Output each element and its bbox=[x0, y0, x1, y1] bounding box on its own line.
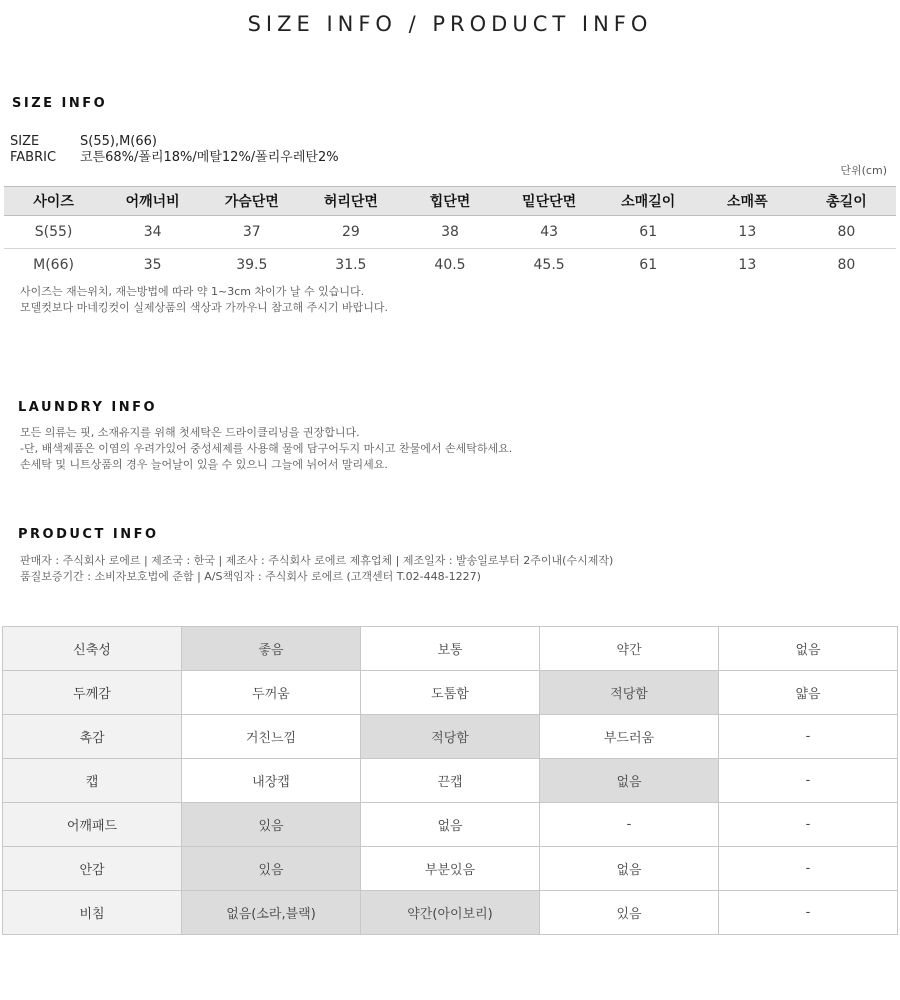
attribute-option: 얇음 bbox=[719, 671, 898, 715]
attribute-option: 부분있음 bbox=[361, 847, 540, 891]
fabric-label: FABRIC bbox=[10, 150, 57, 165]
attribute-label: 촉감 bbox=[3, 715, 182, 759]
header-hem: 밑단단면 bbox=[500, 187, 599, 216]
attribute-option: 거친느낌 bbox=[182, 715, 361, 759]
attribute-option: 없음 bbox=[361, 803, 540, 847]
attribute-option: 보통 bbox=[361, 627, 540, 671]
size-table-header-row bbox=[4, 187, 896, 216]
attribute-option: 없음 bbox=[540, 847, 719, 891]
cell-hem: 45.5 bbox=[533, 257, 565, 273]
attribute-row-see-through bbox=[3, 891, 898, 935]
size-value: S(55),M(66) bbox=[80, 134, 157, 149]
attribute-option: 내장캡 bbox=[182, 759, 361, 803]
attribute-option-selected: 없음(소라,블랙) bbox=[182, 891, 361, 935]
cell-sleeve-width: 13 bbox=[738, 257, 757, 273]
cell-size: M(66) bbox=[33, 257, 74, 273]
cell-waist: 29 bbox=[301, 216, 400, 249]
header-chest: 가슴단면 bbox=[202, 187, 301, 216]
cell-shoulder: 34 bbox=[103, 216, 202, 249]
product-attributes-table bbox=[2, 626, 898, 935]
attribute-option-selected: 좋음 bbox=[182, 627, 361, 671]
attribute-option-selected: 있음 bbox=[182, 803, 361, 847]
attribute-label: 어깨패드 bbox=[3, 803, 182, 847]
table-row bbox=[4, 216, 896, 249]
product-line: 판매자 : 주식회사 로에르 | 제조국 : 한국 | 제조사 : 주식회사 로에르 제휴업체 | 제조일자 : 발송일로부터 2주이내(수시제작) bbox=[20, 554, 614, 567]
attribute-option: - bbox=[719, 847, 898, 891]
attribute-option: 부드러움 bbox=[540, 715, 719, 759]
spec-block bbox=[10, 134, 339, 166]
attribute-label: 신축성 bbox=[3, 627, 182, 671]
attribute-option: 도톰함 bbox=[361, 671, 540, 715]
cell-sleeve-length: 61 bbox=[599, 216, 698, 249]
laundry-line: 모든 의류는 핏, 소재유지를 위해 첫세탁은 드라이클리닝을 권장합니다. bbox=[20, 426, 360, 439]
attribute-label: 안감 bbox=[3, 847, 182, 891]
attribute-label: 두께감 bbox=[3, 671, 182, 715]
header-shoulder: 어깨너비 bbox=[103, 187, 202, 216]
header-hip: 힙단면 bbox=[400, 187, 499, 216]
size-table bbox=[4, 186, 896, 281]
attribute-row-lining bbox=[3, 847, 898, 891]
product-notes bbox=[20, 553, 613, 585]
cell-shoulder: 35 bbox=[143, 257, 162, 273]
cell-hem: 43 bbox=[500, 216, 599, 249]
size-row bbox=[10, 134, 339, 150]
laundry-line: -단, 배색제품은 이염의 우려가있어 중성세제를 사용해 물에 담구어두지 마시고 찬물에서 손세탁하세요. bbox=[20, 442, 513, 455]
attribute-option-selected: 적당함 bbox=[540, 671, 719, 715]
attribute-option: 끈캡 bbox=[361, 759, 540, 803]
attribute-label: 비침 bbox=[3, 891, 182, 935]
attribute-row-thickness bbox=[3, 671, 898, 715]
attribute-row-cup bbox=[3, 759, 898, 803]
cell-waist: 31.5 bbox=[335, 257, 367, 273]
laundry-notes bbox=[20, 425, 512, 473]
attribute-option-selected: 없음 bbox=[540, 759, 719, 803]
header-sleeve-width: 소매폭 bbox=[698, 187, 797, 216]
attribute-option-selected: 적당함 bbox=[361, 715, 540, 759]
cell-chest: 37 bbox=[202, 216, 301, 249]
fabric-row bbox=[10, 150, 339, 166]
cell-hip: 40.5 bbox=[434, 257, 466, 273]
page-title: SIZE INFO / PRODUCT INFO bbox=[247, 12, 653, 36]
attribute-option: 두꺼움 bbox=[182, 671, 361, 715]
size-info-heading: SIZE INFO bbox=[12, 96, 108, 111]
unit-note: 단위(cm) bbox=[840, 164, 887, 177]
attribute-option: - bbox=[540, 803, 719, 847]
laundry-info-heading: LAUNDRY INFO bbox=[18, 400, 158, 415]
attribute-option: - bbox=[719, 891, 898, 935]
attribute-option: - bbox=[719, 803, 898, 847]
header-total-length: 총길이 bbox=[797, 187, 896, 216]
cell-size: S(55) bbox=[4, 216, 103, 249]
cell-sleeve-width: 13 bbox=[698, 216, 797, 249]
fabric-value: 코튼68%/폴리18%/메탈12%/폴리우레탄2% bbox=[80, 150, 339, 165]
header-size: 사이즈 bbox=[4, 187, 103, 216]
table-row bbox=[4, 249, 896, 282]
product-line: 품질보증기간 : 소비자보호법에 준함 | A/S책임자 : 주식회사 로에르 (고객센터 T.02-448-1227) bbox=[20, 570, 481, 583]
cell-sleeve-length: 61 bbox=[639, 257, 658, 273]
size-note: 모델컷보다 마네킹컷이 실제상품의 색상과 가까우니 참고해 주시기 바랍니다. bbox=[20, 301, 389, 314]
cell-hip: 38 bbox=[400, 216, 499, 249]
attribute-option-selected: 약간(아이보리) bbox=[361, 891, 540, 935]
attribute-option: 없음 bbox=[719, 627, 898, 671]
size-label: SIZE bbox=[10, 134, 40, 149]
attribute-row-shoulder-pad bbox=[3, 803, 898, 847]
attribute-option: 있음 bbox=[540, 891, 719, 935]
attribute-option: - bbox=[719, 715, 898, 759]
cell-chest: 39.5 bbox=[236, 257, 268, 273]
attribute-option-selected: 있음 bbox=[182, 847, 361, 891]
cell-total-length: 80 bbox=[797, 216, 896, 249]
header-waist: 허리단면 bbox=[301, 187, 400, 216]
size-note: 사이즈는 재는위치, 재는방법에 따라 약 1~3cm 차이가 날 수 있습니다. bbox=[20, 285, 365, 298]
attribute-option: - bbox=[719, 759, 898, 803]
size-notes bbox=[20, 284, 388, 316]
attribute-row-texture bbox=[3, 715, 898, 759]
header-sleeve-length: 소매길이 bbox=[599, 187, 698, 216]
cell-total-length: 80 bbox=[837, 257, 856, 273]
attribute-label: 캡 bbox=[3, 759, 182, 803]
attribute-option: 약간 bbox=[540, 627, 719, 671]
product-info-heading: PRODUCT INFO bbox=[18, 527, 159, 542]
laundry-line: 손세탁 및 니트상품의 경우 늘어날이 있을 수 있으니 그늘에 뉘어서 말리세요. bbox=[20, 458, 388, 471]
attribute-row-stretch bbox=[3, 627, 898, 671]
